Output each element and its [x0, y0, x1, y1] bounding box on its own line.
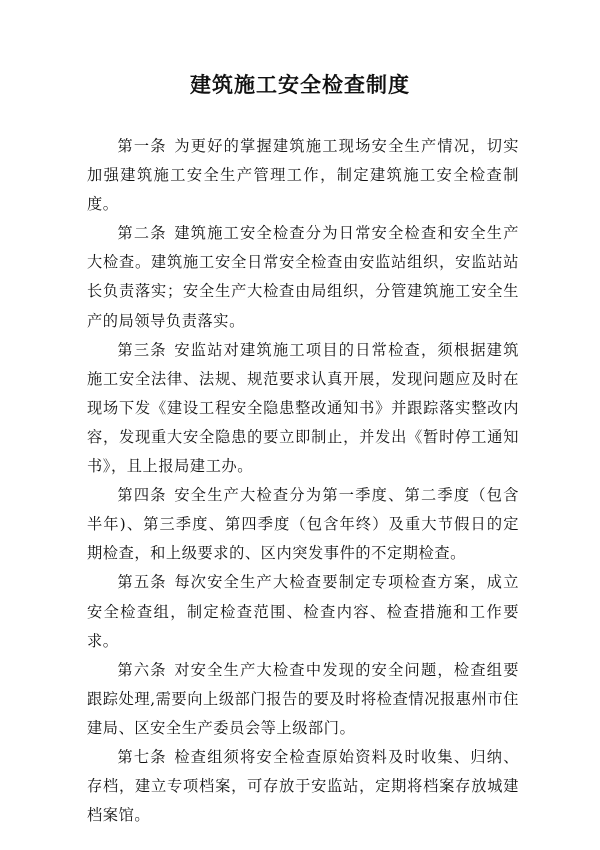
article-text: 为更好的掌握建筑施工现场安全生产情况，切实加强建筑施工安全生产管理工作，制定建筑施工安全检查制度。	[87, 137, 519, 214]
article-text: 建筑施工安全检查分为日常安全检查和安全生产大检查。建筑施工安全日常安全检查由安监站组织，安监站站长负责落实；安全生产大检查由局组织，分管建筑施工安全生产的局领导负责落实。	[87, 224, 519, 330]
article-text: 每次安全生产大检查要制定专项检查方案，成立安全检查组，制定检查范围、检查内容、检查措施和工作要求。	[87, 573, 519, 650]
article-text: 安全生产大检查分为第一季度、第二季度（包含半年)、第三季度、第四季度（包含年终）及重大节假日的定期检查，和上级要求的、区内突发事件的不定期检查。	[87, 486, 519, 563]
article-label: 第四条	[117, 486, 167, 505]
article-text: 检查组须将安全检查原始资料及时收集、归纳、存档，建立专项档案，可存放于安监站，定期将档案存放城建档案馆。	[87, 747, 519, 825]
article-text: 对安全生产大检查中发现的安全问题，检查组要跟踪处理,需要向上级部门报告的要及时将检查情况报惠州市住建局、区安全生产委员会等上级部门。	[87, 660, 519, 737]
article-4	[87, 481, 519, 568]
article-label: 第一条	[117, 137, 167, 155]
article-3	[87, 336, 519, 481]
article-1	[87, 132, 519, 219]
article-2	[87, 219, 519, 335]
article-7	[87, 743, 519, 830]
article-label: 第七条	[117, 747, 167, 766]
document-body	[87, 132, 519, 830]
article-label: 第五条	[117, 573, 167, 592]
article-label: 第二条	[117, 224, 167, 243]
document-title: 建筑施工安全检查制度	[190, 73, 410, 97]
article-label: 第六条	[117, 660, 167, 679]
article-label: 第三条	[117, 340, 167, 359]
article-5	[87, 568, 519, 655]
article-text: 安监站对建筑施工项目的日常检查，须根据建筑施工安全法律、法规、规范要求认真开展，发现问题应及时在现场下发《建设工程安全隐患整改通知书》并跟踪落实整改内容，发现重大安全隐患的要立即制止，并发出《暂时停工通知书》，且上报局建工办。	[87, 340, 519, 476]
article-6	[87, 656, 519, 743]
